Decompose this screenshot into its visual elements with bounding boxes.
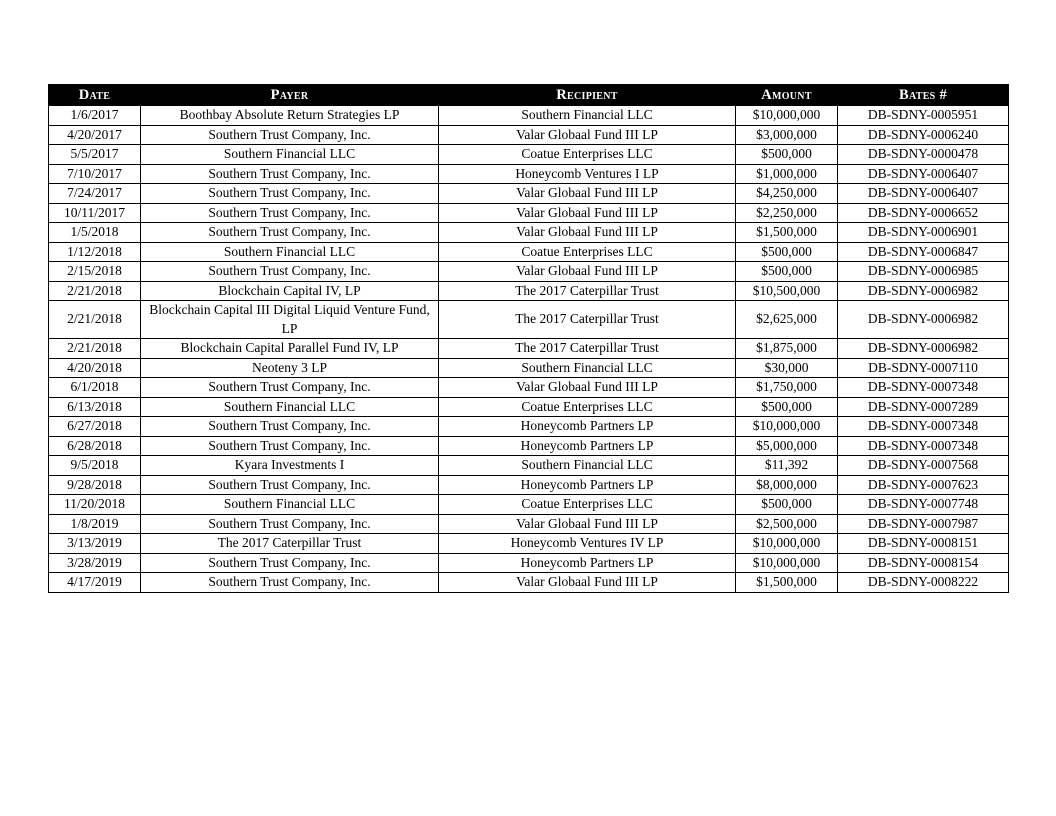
cell-date: 6/27/2018 (49, 417, 141, 437)
cell-bates: DB-SDNY-0006407 (838, 164, 1009, 184)
cell-payer: Boothbay Absolute Return Strategies LP (141, 106, 439, 126)
cell-bates: DB-SDNY-0007289 (838, 397, 1009, 417)
cell-amount: $2,250,000 (736, 203, 838, 223)
cell-payer: Southern Trust Company, Inc. (141, 184, 439, 204)
cell-date: 9/28/2018 (49, 475, 141, 495)
table-row (49, 301, 1009, 339)
table-row (49, 553, 1009, 573)
cell-bates: DB-SDNY-0007348 (838, 378, 1009, 398)
cell-bates: DB-SDNY-0007568 (838, 456, 1009, 476)
cell-recipient: Honeycomb Partners LP (439, 475, 736, 495)
cell-payer: Blockchain Capital III Digital Liquid Venture Fund, LP (141, 301, 439, 339)
column-header-bates: Bates # (838, 85, 1009, 106)
table-row (49, 242, 1009, 262)
cell-amount: $1,875,000 (736, 339, 838, 359)
table-row (49, 417, 1009, 437)
cell-amount: $10,000,000 (736, 553, 838, 573)
cell-payer: Southern Trust Company, Inc. (141, 475, 439, 495)
table-row (49, 475, 1009, 495)
column-header-amount: Amount (736, 85, 838, 106)
table-row (49, 339, 1009, 359)
cell-recipient: Valar Globaal Fund III LP (439, 262, 736, 282)
cell-payer: Southern Trust Company, Inc. (141, 514, 439, 534)
cell-date: 6/13/2018 (49, 397, 141, 417)
cell-payer: Southern Trust Company, Inc. (141, 223, 439, 243)
cell-payer: Blockchain Capital IV, LP (141, 281, 439, 301)
cell-amount: $500,000 (736, 495, 838, 515)
cell-amount: $2,500,000 (736, 514, 838, 534)
cell-recipient: Honeycomb Partners LP (439, 417, 736, 437)
cell-recipient: Southern Financial LLC (439, 358, 736, 378)
cell-bates: DB-SDNY-0006652 (838, 203, 1009, 223)
cell-amount: $1,500,000 (736, 573, 838, 593)
cell-recipient: The 2017 Caterpillar Trust (439, 301, 736, 339)
cell-payer: Neoteny 3 LP (141, 358, 439, 378)
table-row (49, 262, 1009, 282)
cell-amount: $500,000 (736, 397, 838, 417)
cell-recipient: Southern Financial LLC (439, 456, 736, 476)
cell-recipient: Coatue Enterprises LLC (439, 397, 736, 417)
cell-recipient: Honeycomb Partners LP (439, 553, 736, 573)
table-row (49, 145, 1009, 165)
cell-payer: Southern Trust Company, Inc. (141, 573, 439, 593)
cell-payer: Blockchain Capital Parallel Fund IV, LP (141, 339, 439, 359)
cell-payer: Kyara Investments I (141, 456, 439, 476)
cell-payer: Southern Trust Company, Inc. (141, 436, 439, 456)
table-row (49, 397, 1009, 417)
cell-date: 4/17/2019 (49, 573, 141, 593)
cell-date: 2/21/2018 (49, 339, 141, 359)
cell-recipient: Valar Globaal Fund III LP (439, 378, 736, 398)
cell-date: 9/5/2018 (49, 456, 141, 476)
cell-amount: $1,000,000 (736, 164, 838, 184)
cell-bates: DB-SDNY-0007110 (838, 358, 1009, 378)
table-row (49, 358, 1009, 378)
column-header-date: Date (49, 85, 141, 106)
table-row (49, 281, 1009, 301)
cell-recipient: Valar Globaal Fund III LP (439, 125, 736, 145)
cell-amount: $5,000,000 (736, 436, 838, 456)
cell-payer: Southern Financial LLC (141, 495, 439, 515)
cell-bates: DB-SDNY-0006982 (838, 281, 1009, 301)
cell-bates: DB-SDNY-0008222 (838, 573, 1009, 593)
cell-date: 2/15/2018 (49, 262, 141, 282)
cell-amount: $8,000,000 (736, 475, 838, 495)
cell-amount: $500,000 (736, 262, 838, 282)
cell-recipient: Valar Globaal Fund III LP (439, 184, 736, 204)
cell-bates: DB-SDNY-0008151 (838, 534, 1009, 554)
cell-recipient: Honeycomb Partners LP (439, 436, 736, 456)
cell-bates: DB-SDNY-0007348 (838, 417, 1009, 437)
cell-payer: Southern Trust Company, Inc. (141, 553, 439, 573)
cell-recipient: Coatue Enterprises LLC (439, 145, 736, 165)
cell-date: 1/12/2018 (49, 242, 141, 262)
cell-date: 5/5/2017 (49, 145, 141, 165)
table-row (49, 125, 1009, 145)
header-row (49, 85, 1009, 106)
cell-payer: Southern Trust Company, Inc. (141, 164, 439, 184)
cell-amount: $500,000 (736, 145, 838, 165)
cell-bates: DB-SDNY-0007623 (838, 475, 1009, 495)
cell-recipient: Honeycomb Ventures IV LP (439, 534, 736, 554)
cell-bates: DB-SDNY-0008154 (838, 553, 1009, 573)
cell-payer: Southern Trust Company, Inc. (141, 378, 439, 398)
cell-bates: DB-SDNY-0006901 (838, 223, 1009, 243)
cell-payer: Southern Financial LLC (141, 397, 439, 417)
cell-recipient: Valar Globaal Fund III LP (439, 223, 736, 243)
cell-payer: Southern Trust Company, Inc. (141, 203, 439, 223)
table-row (49, 495, 1009, 515)
cell-payer: Southern Financial LLC (141, 242, 439, 262)
column-header-payer: Payer (141, 85, 439, 106)
table-row (49, 436, 1009, 456)
cell-date: 2/21/2018 (49, 301, 141, 339)
cell-date: 6/1/2018 (49, 378, 141, 398)
cell-payer: Southern Trust Company, Inc. (141, 125, 439, 145)
table-body (49, 106, 1009, 593)
cell-bates: DB-SDNY-0006240 (838, 125, 1009, 145)
cell-bates: DB-SDNY-0007987 (838, 514, 1009, 534)
cell-bates: DB-SDNY-0007348 (838, 436, 1009, 456)
cell-amount: $2,625,000 (736, 301, 838, 339)
column-header-recipient: Recipient (439, 85, 736, 106)
cell-date: 3/28/2019 (49, 553, 141, 573)
cell-date: 7/24/2017 (49, 184, 141, 204)
cell-bates: DB-SDNY-0006407 (838, 184, 1009, 204)
cell-bates: DB-SDNY-0000478 (838, 145, 1009, 165)
cell-payer: The 2017 Caterpillar Trust (141, 534, 439, 554)
cell-date: 1/5/2018 (49, 223, 141, 243)
cell-date: 6/28/2018 (49, 436, 141, 456)
cell-date: 4/20/2018 (49, 358, 141, 378)
cell-date: 10/11/2017 (49, 203, 141, 223)
table-header (49, 85, 1009, 106)
cell-recipient: The 2017 Caterpillar Trust (439, 281, 736, 301)
cell-amount: $1,500,000 (736, 223, 838, 243)
cell-recipient: Valar Globaal Fund III LP (439, 514, 736, 534)
cell-amount: $10,000,000 (736, 417, 838, 437)
cell-recipient: The 2017 Caterpillar Trust (439, 339, 736, 359)
cell-amount: $30,000 (736, 358, 838, 378)
table-row (49, 223, 1009, 243)
cell-recipient: Honeycomb Ventures I LP (439, 164, 736, 184)
cell-amount: $10,000,000 (736, 534, 838, 554)
cell-bates: DB-SDNY-0006985 (838, 262, 1009, 282)
table-row (49, 514, 1009, 534)
table-row (49, 184, 1009, 204)
cell-recipient: Coatue Enterprises LLC (439, 495, 736, 515)
cell-bates: DB-SDNY-0006982 (838, 339, 1009, 359)
cell-date: 1/6/2017 (49, 106, 141, 126)
cell-date: 7/10/2017 (49, 164, 141, 184)
cell-date: 2/21/2018 (49, 281, 141, 301)
cell-recipient: Valar Globaal Fund III LP (439, 573, 736, 593)
table-row (49, 456, 1009, 476)
cell-date: 3/13/2019 (49, 534, 141, 554)
transactions-table (48, 84, 1009, 593)
cell-payer: Southern Financial LLC (141, 145, 439, 165)
cell-amount: $11,392 (736, 456, 838, 476)
cell-bates: DB-SDNY-0005951 (838, 106, 1009, 126)
table-row (49, 573, 1009, 593)
cell-amount: $10,000,000 (736, 106, 838, 126)
cell-bates: DB-SDNY-0007748 (838, 495, 1009, 515)
cell-payer: Southern Trust Company, Inc. (141, 262, 439, 282)
cell-recipient: Coatue Enterprises LLC (439, 242, 736, 262)
table-row (49, 164, 1009, 184)
table-row (49, 378, 1009, 398)
cell-amount: $4,250,000 (736, 184, 838, 204)
cell-amount: $1,750,000 (736, 378, 838, 398)
cell-date: 4/20/2017 (49, 125, 141, 145)
table-row (49, 106, 1009, 126)
cell-date: 11/20/2018 (49, 495, 141, 515)
cell-recipient: Southern Financial LLC (439, 106, 736, 126)
cell-recipient: Valar Globaal Fund III LP (439, 203, 736, 223)
cell-bates: DB-SDNY-0006982 (838, 301, 1009, 339)
cell-amount: $3,000,000 (736, 125, 838, 145)
table-row (49, 534, 1009, 554)
table-row (49, 203, 1009, 223)
cell-date: 1/8/2019 (49, 514, 141, 534)
cell-payer: Southern Trust Company, Inc. (141, 417, 439, 437)
cell-bates: DB-SDNY-0006847 (838, 242, 1009, 262)
cell-amount: $500,000 (736, 242, 838, 262)
cell-amount: $10,500,000 (736, 281, 838, 301)
